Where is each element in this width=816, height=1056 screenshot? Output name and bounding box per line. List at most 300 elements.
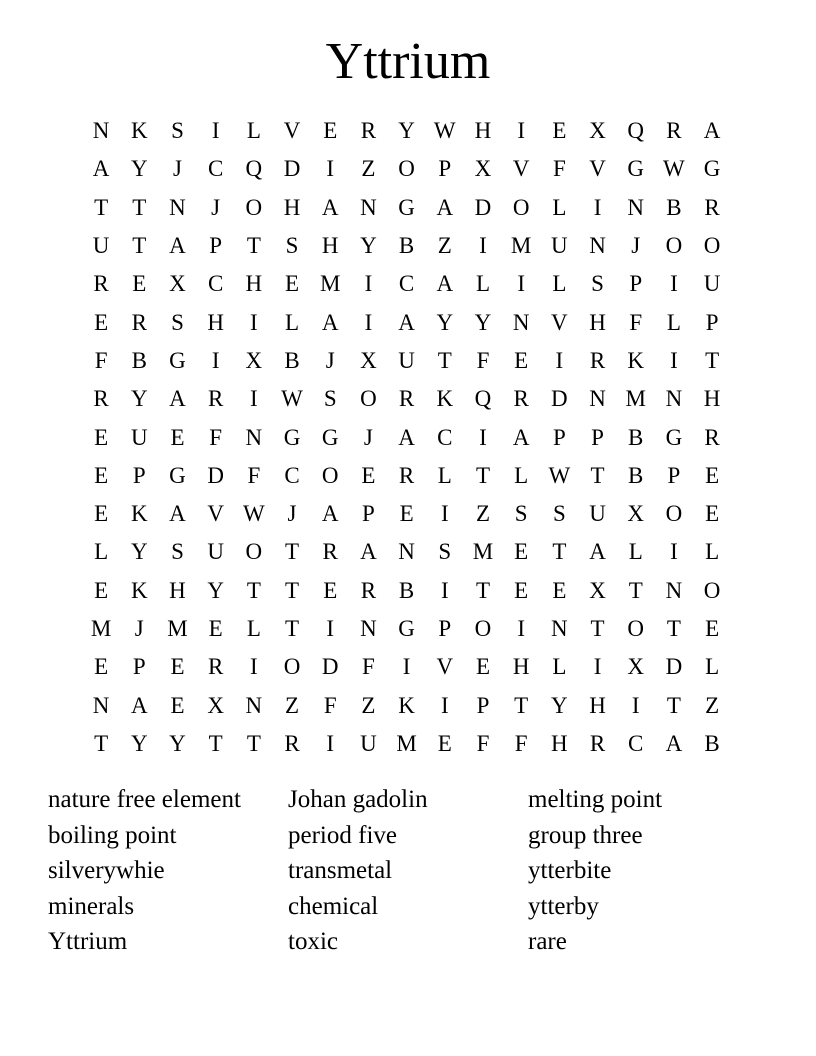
grid-letter: N (360, 616, 377, 641)
grid-letter: E (170, 654, 185, 680)
grid-letter: B (398, 577, 415, 603)
grid-letter: I (250, 386, 258, 412)
grid-letter: L (437, 462, 452, 488)
grid-letter: O (245, 539, 263, 565)
grid-letter: M (510, 233, 532, 259)
grid-letter: Y (436, 309, 454, 335)
grid-letter: P (438, 156, 452, 182)
grid-letter: J (287, 501, 297, 527)
grid-letter: A (321, 194, 339, 220)
grid-letter: C (207, 271, 224, 297)
grid-letter: X (474, 156, 492, 182)
grid-letter: H (589, 692, 606, 718)
grid-letter: T (666, 692, 681, 718)
grid-row (82, 572, 732, 610)
grid-letter: O (398, 156, 415, 182)
grid-letter: H (703, 386, 721, 412)
grid-row (82, 418, 732, 456)
grid-row (82, 150, 732, 188)
grid-letter: A (436, 271, 454, 297)
grid-letter: S (323, 386, 337, 412)
grid-letter: Y (398, 118, 415, 144)
grid-letter: O (360, 386, 377, 412)
grid-letter: F (362, 654, 375, 680)
grid-letter: G (703, 156, 721, 182)
grid-letter: I (517, 118, 525, 144)
grid-letter: O (245, 194, 263, 220)
grid-letter: K (398, 692, 415, 718)
grid-letter: D (321, 654, 339, 680)
grid-letter: P (667, 462, 681, 488)
grid-letter: I (555, 347, 564, 373)
word-list-item: silverywhie (48, 857, 165, 884)
grid-row (82, 533, 732, 571)
grid-letter: P (476, 692, 490, 718)
grid-letter: I (593, 194, 602, 220)
grid-letter: H (169, 577, 186, 603)
word-list-item: minerals (48, 892, 135, 920)
grid-row (82, 648, 732, 686)
grid-letter: N (169, 194, 186, 220)
grid-letter: E (552, 577, 567, 603)
word-list-item: boiling point (48, 821, 177, 849)
grid-letter: S (438, 539, 452, 565)
grid-letter: Z (361, 692, 376, 718)
grid-letter: R (93, 271, 109, 297)
grid-letter: A (169, 386, 186, 412)
grid-letter: B (666, 194, 682, 220)
word-list-item: melting point (528, 786, 663, 813)
grid-letter: E (399, 501, 414, 527)
grid-letter: J (134, 616, 144, 641)
grid-letter: B (704, 730, 720, 756)
grid-letter: Z (705, 692, 720, 718)
grid-letter: H (512, 654, 530, 680)
grid-letter: I (211, 347, 220, 373)
grid-letter: G (627, 156, 645, 182)
grid-letter: A (321, 309, 339, 335)
grid-letter: A (703, 118, 721, 144)
grid-letter: G (321, 424, 339, 450)
grid-letter: G (398, 616, 415, 641)
word-list-item: ytterbite (528, 857, 612, 884)
grid-letter: W (663, 156, 685, 182)
grid-letter: V (436, 654, 454, 680)
grid-letter: S (514, 501, 528, 527)
grid-letter: T (475, 462, 490, 488)
grid-letter: I (517, 271, 525, 297)
grid-letter: D (665, 654, 683, 680)
grid-letter: R (666, 118, 682, 144)
grid-letter: E (94, 654, 109, 680)
grid-letter: A (92, 156, 110, 182)
grid-letter: U (130, 424, 148, 450)
grid-letter: R (93, 386, 109, 412)
grid-letter: Q (474, 386, 492, 412)
grid-letter: I (402, 654, 411, 680)
grid-letter: A (360, 539, 377, 565)
grid-letter: T (246, 233, 261, 259)
grid-letter: A (665, 730, 683, 756)
grid-letter: L (666, 309, 681, 335)
grid-letter: T (590, 462, 605, 488)
grid-letter: T (94, 194, 109, 220)
grid-letter: R (360, 118, 377, 144)
grid-letter: C (207, 156, 224, 182)
grid-letter: E (94, 309, 109, 335)
grid-letter: P (629, 271, 643, 297)
grid-letter: P (362, 501, 375, 527)
grid-letter: F (629, 309, 643, 335)
grid-letter: O (703, 233, 721, 259)
grid-letter: Z (475, 501, 490, 527)
grid-letter: R (704, 424, 720, 450)
page-title: Yttrium (325, 33, 491, 90)
grid-letter: R (398, 462, 415, 488)
grid-letter: I (631, 692, 640, 718)
grid-letter: E (552, 118, 567, 144)
grid-letter: P (591, 424, 604, 450)
grid-letter: Y (207, 577, 224, 603)
grid-letter: J (631, 233, 641, 259)
grid-letter: L (628, 539, 643, 565)
grid-letter: M (625, 386, 646, 412)
grid-letter: E (285, 271, 300, 297)
grid-letter: N (245, 424, 263, 450)
grid-letter: X (360, 347, 377, 373)
grid-letter: H (551, 730, 568, 756)
grid-letter: I (593, 654, 602, 680)
grid-letter: K (130, 501, 148, 527)
grid-letter: E (475, 654, 490, 680)
grid-letter: T (590, 616, 605, 641)
grid-letter: X (589, 118, 606, 144)
grid-letter: H (321, 233, 339, 259)
grid-letter: P (132, 462, 146, 488)
grid-letter: Y (474, 309, 492, 335)
grid-letter: I (670, 539, 678, 565)
grid-row (82, 380, 732, 418)
grid-letter: H (474, 118, 492, 144)
grid-letter: H (283, 194, 301, 220)
grid-letter: S (171, 118, 184, 144)
grid-letter: R (398, 386, 415, 412)
grid-letter: U (703, 271, 721, 297)
grid-letter: T (208, 730, 223, 756)
grid-letter: R (207, 386, 224, 412)
grid-letter: V (589, 156, 606, 182)
grid-letter: T (475, 577, 490, 603)
grid-letter: N (92, 118, 110, 144)
grid-letter: R (131, 309, 147, 335)
grid-row (82, 189, 732, 227)
grid-letter: P (132, 654, 146, 680)
grid-letter: I (250, 309, 258, 335)
grid-letter: X (169, 271, 186, 297)
grid-letter: L (285, 309, 300, 335)
grid-letter: A (321, 501, 339, 527)
grid-letter: X (627, 654, 645, 680)
grid-letter: L (552, 194, 567, 220)
grid-letter: N (398, 539, 415, 565)
grid-letter: I (326, 730, 335, 756)
grid-letter: L (475, 271, 490, 297)
word-list-item: nature free element (48, 786, 241, 813)
grid-letter: G (665, 424, 683, 450)
grid-letter: W (548, 462, 571, 488)
grid-letter: W (433, 118, 456, 144)
grid-letter: Q (627, 118, 645, 144)
grid-row (82, 112, 732, 150)
grid-letter: F (209, 424, 223, 450)
grid-letter: M (167, 616, 188, 641)
grid-letter: E (170, 692, 185, 718)
grid-letter: T (666, 616, 681, 641)
grid-letter: V (207, 501, 224, 527)
grid-letter: I (326, 616, 335, 641)
grid-letter: D (207, 462, 224, 488)
grid-letter: N (589, 386, 606, 412)
grid-letter: N (627, 194, 645, 220)
grid-letter: D (283, 156, 301, 182)
grid-letter: E (323, 577, 338, 603)
grid-letter: O (512, 194, 530, 220)
grid-letter: F (552, 156, 566, 182)
grid-letter: T (94, 730, 109, 756)
grid-letter: R (284, 730, 300, 756)
grid-letter: N (665, 386, 683, 412)
grid-letter: L (514, 462, 529, 488)
grid-letter: B (628, 424, 644, 450)
grid-letter: Q (245, 156, 263, 182)
grid-letter: E (705, 462, 720, 488)
grid-letter: G (169, 347, 186, 373)
grid-letter: C (284, 462, 300, 488)
grid-letter: L (94, 539, 109, 565)
grid-row (82, 265, 732, 303)
grid-letter: I (479, 233, 487, 259)
grid-letter: H (245, 271, 263, 297)
grid-letter: F (247, 462, 261, 488)
grid-letter: O (283, 654, 301, 680)
grid-letter: L (705, 654, 720, 680)
grid-letter: C (398, 271, 415, 297)
word-list-item: transmetal (288, 857, 393, 884)
grid-letter: J (211, 194, 221, 220)
grid-letter: E (705, 616, 720, 641)
grid-letter: M (472, 539, 494, 565)
word-list-item: rare (528, 928, 567, 955)
grid-letter: S (171, 539, 184, 565)
grid-letter: E (514, 577, 529, 603)
grid-letter: E (705, 501, 720, 527)
grid-letter: E (437, 730, 452, 756)
grid-letter: C (437, 424, 453, 450)
grid-letter: R (513, 386, 529, 412)
grid-letter: G (283, 424, 301, 450)
grid-letter: N (92, 692, 110, 718)
word-list-item: Johan gadolin (288, 786, 428, 813)
grid-letter: N (360, 194, 377, 220)
grid-letter: Y (551, 692, 568, 718)
grid-letter: E (361, 462, 376, 488)
grid-letter: H (589, 309, 606, 335)
grid-letter: Z (285, 692, 300, 718)
grid-letter: W (242, 501, 265, 527)
word-list-column (288, 782, 528, 960)
grid-letter: L (552, 271, 567, 297)
grid-letter: N (665, 577, 683, 603)
grid-letter: I (670, 347, 678, 373)
grid-letter: R (360, 577, 377, 603)
word-list-item: ytterby (528, 892, 599, 920)
grid-letter: U (92, 233, 110, 259)
grid-letter: U (398, 347, 415, 373)
grid-letter: T (285, 616, 300, 641)
grid-letter: V (551, 309, 568, 335)
grid-letter: V (283, 118, 301, 144)
grid-letter: M (319, 271, 341, 297)
grid-letter: F (94, 347, 108, 373)
grid-letter: E (94, 577, 109, 603)
grid-letter: E (94, 501, 109, 527)
grid-letter: R (589, 347, 606, 373)
grid-letter: T (628, 577, 643, 603)
grid-letter: T (246, 730, 261, 756)
grid-letter: U (551, 233, 568, 259)
grid-letter: T (285, 577, 300, 603)
grid-letter: Z (361, 156, 376, 182)
grid-letter: X (245, 347, 263, 373)
grid-letter: T (552, 539, 567, 565)
grid-letter: V (512, 156, 530, 182)
grid-letter: X (207, 692, 224, 718)
grid-letter: K (436, 386, 454, 412)
word-list (48, 782, 788, 960)
grid-letter: Y (130, 730, 148, 756)
grid-letter: S (591, 271, 604, 297)
grid-letter: F (476, 347, 490, 373)
grid-letter: X (627, 501, 645, 527)
grid-letter: A (512, 424, 530, 450)
word-list-item: Yttrium (48, 928, 128, 955)
grid-letter: U (589, 501, 606, 527)
grid-letter: O (474, 616, 492, 641)
grid-letter: R (207, 654, 224, 680)
grid-letter: E (170, 424, 185, 450)
grid-letter: L (246, 616, 261, 641)
grid-letter: I (364, 309, 373, 335)
grid-letter: J (325, 347, 335, 373)
grid-letter: Y (169, 730, 186, 756)
grid-letter: N (245, 692, 263, 718)
grid-letter: L (246, 118, 261, 144)
grid-letter: I (250, 654, 258, 680)
grid-letter: U (207, 539, 224, 565)
grid-letter: A (130, 692, 148, 718)
grid-letter: T (437, 347, 452, 373)
grid-letter: I (364, 271, 373, 297)
grid-letter: L (552, 654, 567, 680)
word-list-item: period five (288, 821, 397, 849)
grid-letter: K (627, 347, 645, 373)
grid-letter: T (132, 233, 147, 259)
grid-letter: P (705, 309, 719, 335)
grid-letter: A (398, 309, 415, 335)
grid-letter: D (474, 194, 492, 220)
grid-letter: I (440, 577, 449, 603)
grid-letter: E (514, 347, 529, 373)
grid-letter: M (396, 730, 417, 756)
grid-letter: A (169, 501, 186, 527)
grid-letter: E (514, 539, 529, 565)
grid-letter: W (281, 386, 303, 412)
grid-letter: B (284, 347, 300, 373)
grid-letter: F (514, 730, 528, 756)
grid-letter: L (705, 539, 720, 565)
grid-letter: T (132, 194, 147, 220)
grid-letter: I (517, 616, 525, 641)
grid-letter: N (589, 233, 606, 259)
grid-letter: F (323, 692, 337, 718)
grid-letter: R (322, 539, 338, 565)
grid-letter: D (551, 386, 568, 412)
grid-letter: A (169, 233, 186, 259)
grid-letter: C (628, 730, 644, 756)
grid-letter: J (363, 424, 373, 450)
grid-letter: G (169, 462, 186, 488)
grid-letter: X (589, 577, 606, 603)
word-list-item: group three (528, 821, 643, 849)
grid-letter: S (285, 233, 299, 259)
grid-letter: E (323, 118, 338, 144)
grid-letter: Y (360, 233, 377, 259)
grid-letter: A (398, 424, 415, 450)
word-list-column (528, 782, 768, 960)
grid-letter: Y (130, 156, 148, 182)
grid-letter: G (398, 194, 415, 220)
grid-letter: P (552, 424, 566, 450)
grid-letter: S (552, 501, 566, 527)
grid-letter: J (172, 156, 182, 182)
word-list-item: toxic (288, 928, 338, 955)
grid-letter: I (326, 156, 335, 182)
grid-letter: P (438, 616, 452, 641)
grid-letter: Z (437, 233, 452, 259)
grid-letter: O (703, 577, 721, 603)
grid-row (82, 342, 732, 380)
word-list-column (48, 782, 288, 960)
grid-letter: A (436, 194, 454, 220)
grid-row (82, 457, 732, 495)
grid-letter: E (132, 271, 147, 297)
grid-letter: O (665, 501, 683, 527)
grid-letter: A (589, 539, 606, 565)
grid-letter: R (589, 730, 606, 756)
grid-letter: E (208, 616, 223, 641)
grid-letter: I (211, 118, 220, 144)
grid-letter: O (321, 462, 339, 488)
grid-letter: K (130, 118, 148, 144)
grid-letter: Y (130, 386, 148, 412)
grid-letter: M (90, 616, 112, 641)
grid-letter: B (131, 347, 147, 373)
grid-letter: I (440, 501, 449, 527)
grid-letter: F (476, 730, 490, 756)
grid-letter: K (130, 577, 148, 603)
grid-letter: I (670, 271, 678, 297)
grid-row (82, 725, 732, 763)
